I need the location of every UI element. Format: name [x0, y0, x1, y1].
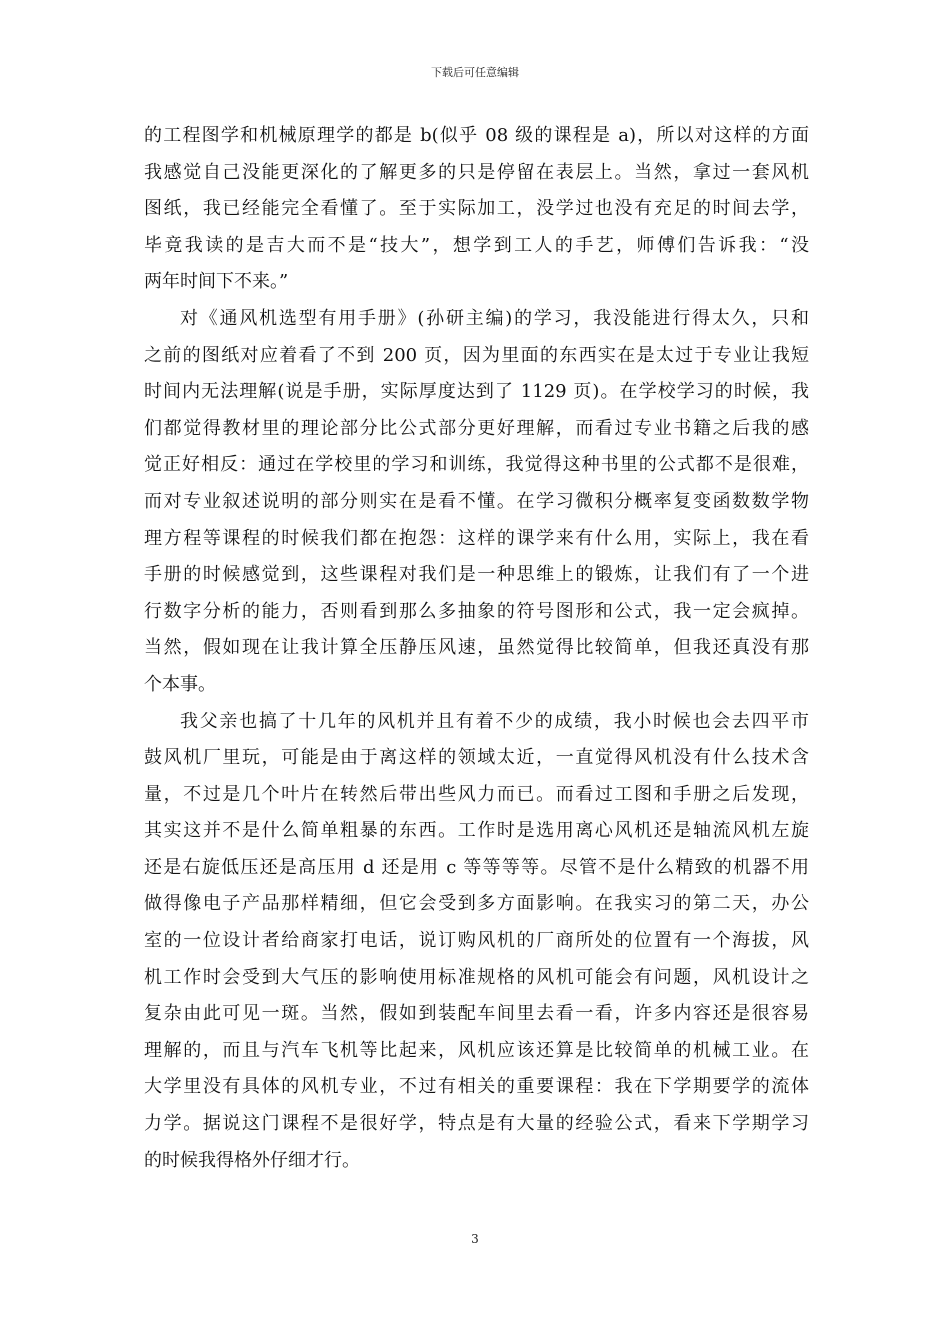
paragraph-3 — [144, 704, 809, 1180]
text-line: 我感觉自己没能更深化的了解更多的只是停留在表层上。当然，拿过一套风机 — [144, 161, 809, 183]
text-line: 室的一位设计者给商家打电话，说订购风机的厂商所处的位置有一个海拔，风 — [144, 930, 809, 952]
text-line: 两年时间下不来。” — [144, 271, 289, 293]
text-line: 理方程等课程的时候我们都在抱怨：这样的课学来有什么用，实际上，我在看 — [144, 527, 809, 549]
document-body — [144, 118, 809, 1179]
text-line: 量，不过是几个叶片在转然后带出些风力而已。而看过工图和手册之后发现， — [144, 783, 809, 805]
paragraph-1 — [144, 118, 809, 301]
text-line: 之前的图纸对应着看了不到 200 页，因为里面的东西实在是太过于专业让我短 — [144, 344, 809, 366]
text-line: 的工程图学和机械原理学的都是 b(似乎 08 级的课程是 a)，所以对这样的方面 — [144, 125, 809, 146]
text-line: 大学里没有具体的风机专业，不过有相关的重要课程：我在下学期要学的流体 — [144, 1076, 809, 1098]
text-line: 其实这并不是什么简单粗暴的东西。工作时是选用离心风机还是轴流风机左旋 — [144, 820, 809, 842]
text-line: 个本事。 — [144, 673, 216, 695]
text-line: 们都觉得教材里的理论部分比公式部分更好理解，而看过专业书籍之后我的感 — [144, 417, 809, 439]
page-header: 下载后可任意编辑 — [431, 66, 519, 79]
text-line: 时间内无法理解(说是手册，实际厚度达到了 1129 页)。在学校学习的时候，我 — [144, 381, 809, 403]
text-line: 力学。据说这门课程不是很好学，特点是有大量的经验公式，看来下学期学习 — [144, 1113, 809, 1135]
text-line: 还是右旋低压还是高压用 d 还是用 c 等等等等。尽管不是什么精致的机器不用 — [144, 856, 809, 878]
text-line: 毕竟我读的是吉大而不是“技大”，想学到工人的手艺，师傅们告诉我：“没 — [144, 234, 809, 256]
text-line: 觉正好相反：通过在学校里的学习和训练，我觉得这种书里的公式都不是很难， — [144, 454, 809, 476]
text-line: 对《通风机选型有用手册》(孙研主编)的学习，我没能进行得太久，只和 — [180, 307, 809, 329]
text-line: 理解的，而且与汽车飞机等比起来，风机应该还算是比较简单的机械工业。在 — [144, 1039, 809, 1061]
text-line: 图纸，我已经能完全看懂了。至于实际加工，没学过也没有充足的时间去学， — [144, 198, 809, 220]
text-line: 我父亲也搞了十几年的风机并且有着不少的成绩，我小时候也会去四平市 — [180, 710, 809, 732]
text-line: 机工作时会受到大气压的影响使用标准规格的风机可能会有问题，风机设计之 — [144, 966, 809, 988]
paragraph-2 — [144, 301, 809, 704]
text-line: 做得像电子产品那样精细，但它会受到多方面影响。在我实习的第二天，办公 — [144, 893, 809, 915]
page-number: 3 — [471, 1232, 479, 1246]
text-line: 当然，假如现在让我计算全压静压风速，虽然觉得比较简单，但我还真没有那 — [144, 637, 809, 659]
text-line: 手册的时候感觉到，这些课程对我们是一种思维上的锻炼，让我们有了一个进 — [144, 564, 809, 586]
text-line: 复杂由此可见一斑。当然，假如到装配车间里去看一看，许多内容还是很容易 — [144, 1003, 809, 1025]
text-line: 而对专业叙述说明的部分则实在是看不懂。在学习微积分概率复变函数数学物 — [144, 490, 809, 512]
text-line: 的时候我得格外仔细才行。 — [144, 1149, 360, 1171]
text-line: 鼓风机厂里玩，可能是由于离这样的领域太近，一直觉得风机没有什么技术含 — [144, 747, 809, 769]
text-line: 行数字分析的能力，否则看到那么多抽象的符号图形和公式，我一定会疯掉。 — [144, 600, 809, 622]
